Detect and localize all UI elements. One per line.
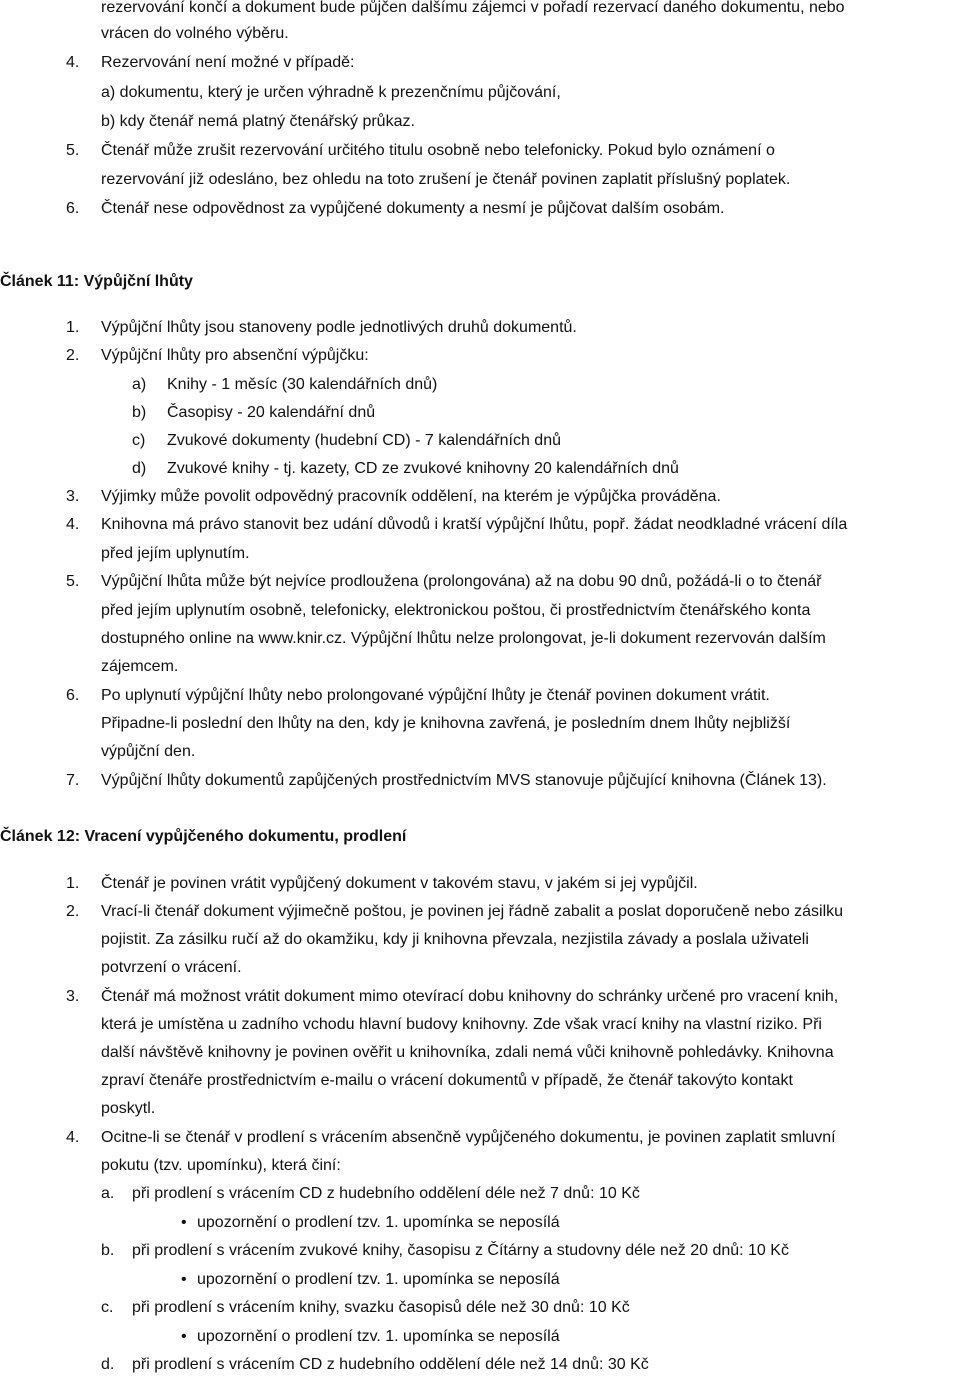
list-number: 3. [66, 988, 80, 1005]
sub-item-letter: d) [132, 460, 147, 477]
list-item-line: Výpůjční lhůty jsou stanoveny podle jednotlivých druhů dokumentů. [101, 319, 577, 336]
list-number: 4. [66, 516, 80, 533]
sub-item-text: Knihy - 1 měsíc (30 kalendářních dnů) [167, 376, 438, 393]
list-item-line: dostupného online na www.knir.cz. Výpůjční lhůtu nelze prolongovat, je-li dokument rezervován dalším [101, 630, 826, 647]
fine-text: při prodlení s vrácením zvukové knihy, časopisu z Čítárny a studovny déle než 20 dnů: 10 Kč [132, 1242, 789, 1259]
fine-text: při prodlení s vrácením CD z hudebního oddělení déle než 14 dnů: 30 Kč [132, 1356, 649, 1373]
list-number: 2. [66, 347, 80, 364]
sub-item-letter: a) [132, 376, 147, 393]
sub-item-text: Zvukové knihy - tj. kazety, CD ze zvukové knihovny 20 kalendářních dnů [167, 460, 679, 477]
list-item-line: zpraví čtenáře prostřednictvím e-mailu o vrácení dokumentů v případě, že čtenář takovýto kontakt [101, 1072, 793, 1089]
article-12-heading: Článek 12: Vracení vypůjčeného dokumentu, prodlení [0, 828, 407, 845]
fine-letter: a. [101, 1185, 115, 1202]
list-item-line: která je umístěna u zadního vchodu hlavní budovy knihovny. Zde však vrací knihy na vlastní riziko. Při [101, 1016, 822, 1033]
sub-item-text: Zvukové dokumenty (hudební CD) - 7 kalendářních dnů [167, 432, 561, 449]
fine-letter: d. [101, 1356, 115, 1373]
list-item-line: zájemcem. [101, 658, 179, 675]
list-item-line: Výjimky může povolit odpovědný pracovník oddělení, na kterém je výpůjčka prováděna. [101, 488, 721, 505]
list-item-line: Výpůjční lhůty pro absenční výpůjčku: [101, 347, 369, 364]
list-number: 6. [66, 687, 80, 704]
sub-item-text: Časopisy - 20 kalendářní dnů [167, 404, 376, 421]
list-item-line: Výpůjční lhůty dokumentů zapůjčených prostřednictvím MVS stanovuje půjčující knihovna (Článek 13). [101, 772, 827, 789]
list-item-line: Vrací-li čtenář dokument výjimečně poštou, je povinen jej řádně zabalit a poslat doporučeně nebo zásilku [101, 903, 844, 920]
list-item-line: Ocitne-li se čtenář v prodlení s vrácením absenčně vypůjčeného dokumentu, je povinen zaplatit smluvní [101, 1129, 836, 1146]
list-item-line: Výpůjční lhůta může být nejvíce prodloužena (prolongována) až na dobu 90 dnů, požádá-li o to čtenář [101, 573, 822, 590]
list-item-line: b) kdy čtenář nemá platný čtenářský průkaz. [101, 113, 415, 130]
list-item-line: Po uplynutí výpůjční lhůty nebo prolongované výpůjční lhůty je čtenář povinen dokument vrátit. [101, 687, 770, 704]
list-item-line: výpůjční den. [101, 743, 196, 760]
sub-item-letter: c) [132, 432, 146, 449]
list-item-line: Připadne-li poslední den lhůty na den, kdy je knihovna zavřená, je posledním dnem lhůty nejbližší [101, 715, 791, 732]
paragraph-line: vrácen do volného výběru. [101, 25, 289, 42]
list-number: 4. [66, 54, 80, 71]
list-item-line: Knihovna má právo stanovit bez udání důvodů i kratší výpůjční lhůtu, popř. žádat neodkladné vrácení díla [101, 516, 848, 533]
list-item-line: Čtenář může zrušit rezervování určitého titulu osobně nebo telefonicky. Pokud bylo oznámení o [101, 142, 775, 159]
list-number: 7. [66, 772, 80, 789]
article-11-heading: Článek 11: Výpůjční lhůty [0, 273, 193, 290]
list-item-line: před jejím uplynutím osobně, telefonicky, elektronickou poštou, či prostřednictvím čtenářského konta [101, 602, 811, 619]
sub-item-letter: b) [132, 404, 147, 421]
fine-letter: c. [101, 1299, 114, 1316]
list-item-line: Čtenář nese odpovědnost za vypůjčené dokumenty a nesmí je půjčovat dalším osobám. [101, 200, 725, 217]
fine-bullet: • upozornění o prodlení tzv. 1. upomínka se neposílá [197, 1213, 560, 1233]
list-number: 3. [66, 488, 80, 505]
list-number: 5. [66, 142, 80, 159]
fine-bullet: • upozornění o prodlení tzv. 1. upomínka se neposílá [197, 1270, 560, 1290]
list-item-line: Čtenář má možnost vrátit dokument mimo otevírací dobu knihovny do schránky určené pro vracení knih, [101, 988, 839, 1005]
list-number: 2. [66, 903, 80, 920]
list-item-line: potvrzení o vrácení. [101, 959, 242, 976]
list-number: 1. [66, 875, 80, 892]
list-number: 1. [66, 319, 80, 336]
list-item-line: Čtenář je povinen vrátit vypůjčený dokument v takovém stavu, v jakém si jej vypůjčil. [101, 875, 698, 892]
fine-letter: b. [101, 1242, 115, 1259]
list-item-line: a) dokumentu, který je určen výhradně k prezenčnímu půjčování, [101, 84, 561, 101]
list-number: 6. [66, 200, 80, 217]
fine-bullet: • upozornění o prodlení tzv. 1. upomínka se neposílá [197, 1327, 560, 1347]
paragraph-line: rezervování končí a dokument bude půjčen dalšímu zájemci v pořadí rezervací daného dokumentu, nebo [101, 0, 845, 16]
list-number: 4. [66, 1129, 80, 1146]
list-item-line: Rezervování není možné v případě: [101, 54, 355, 71]
list-item-line: rezervování již odesláno, bez ohledu na toto zrušení je čtenář povinen zaplatit příslušný poplatek. [101, 171, 791, 188]
list-item-line: poskytl. [101, 1100, 156, 1117]
fine-text: při prodlení s vrácením CD z hudebního oddělení déle než 7 dnů: 10 Kč [132, 1185, 640, 1202]
list-number: 5. [66, 573, 80, 590]
list-item-line: pojistit. Za zásilku ručí až do okamžiku, kdy ji knihovna převzala, nezjistila závady a poslala uživateli [101, 931, 809, 948]
fine-text: při prodlení s vrácením knihy, svazku časopisů déle než 30 dnů: 10 Kč [132, 1299, 630, 1316]
list-item-line: pokutu (tzv. upomínku), která činí: [101, 1157, 341, 1174]
list-item-line: další návštěvě knihovny je povinen ověřit u knihovníka, zdali nemá vůči knihovně pohledávky. Knihovna [101, 1044, 834, 1061]
list-item-line: před jejím uplynutím. [101, 545, 250, 562]
